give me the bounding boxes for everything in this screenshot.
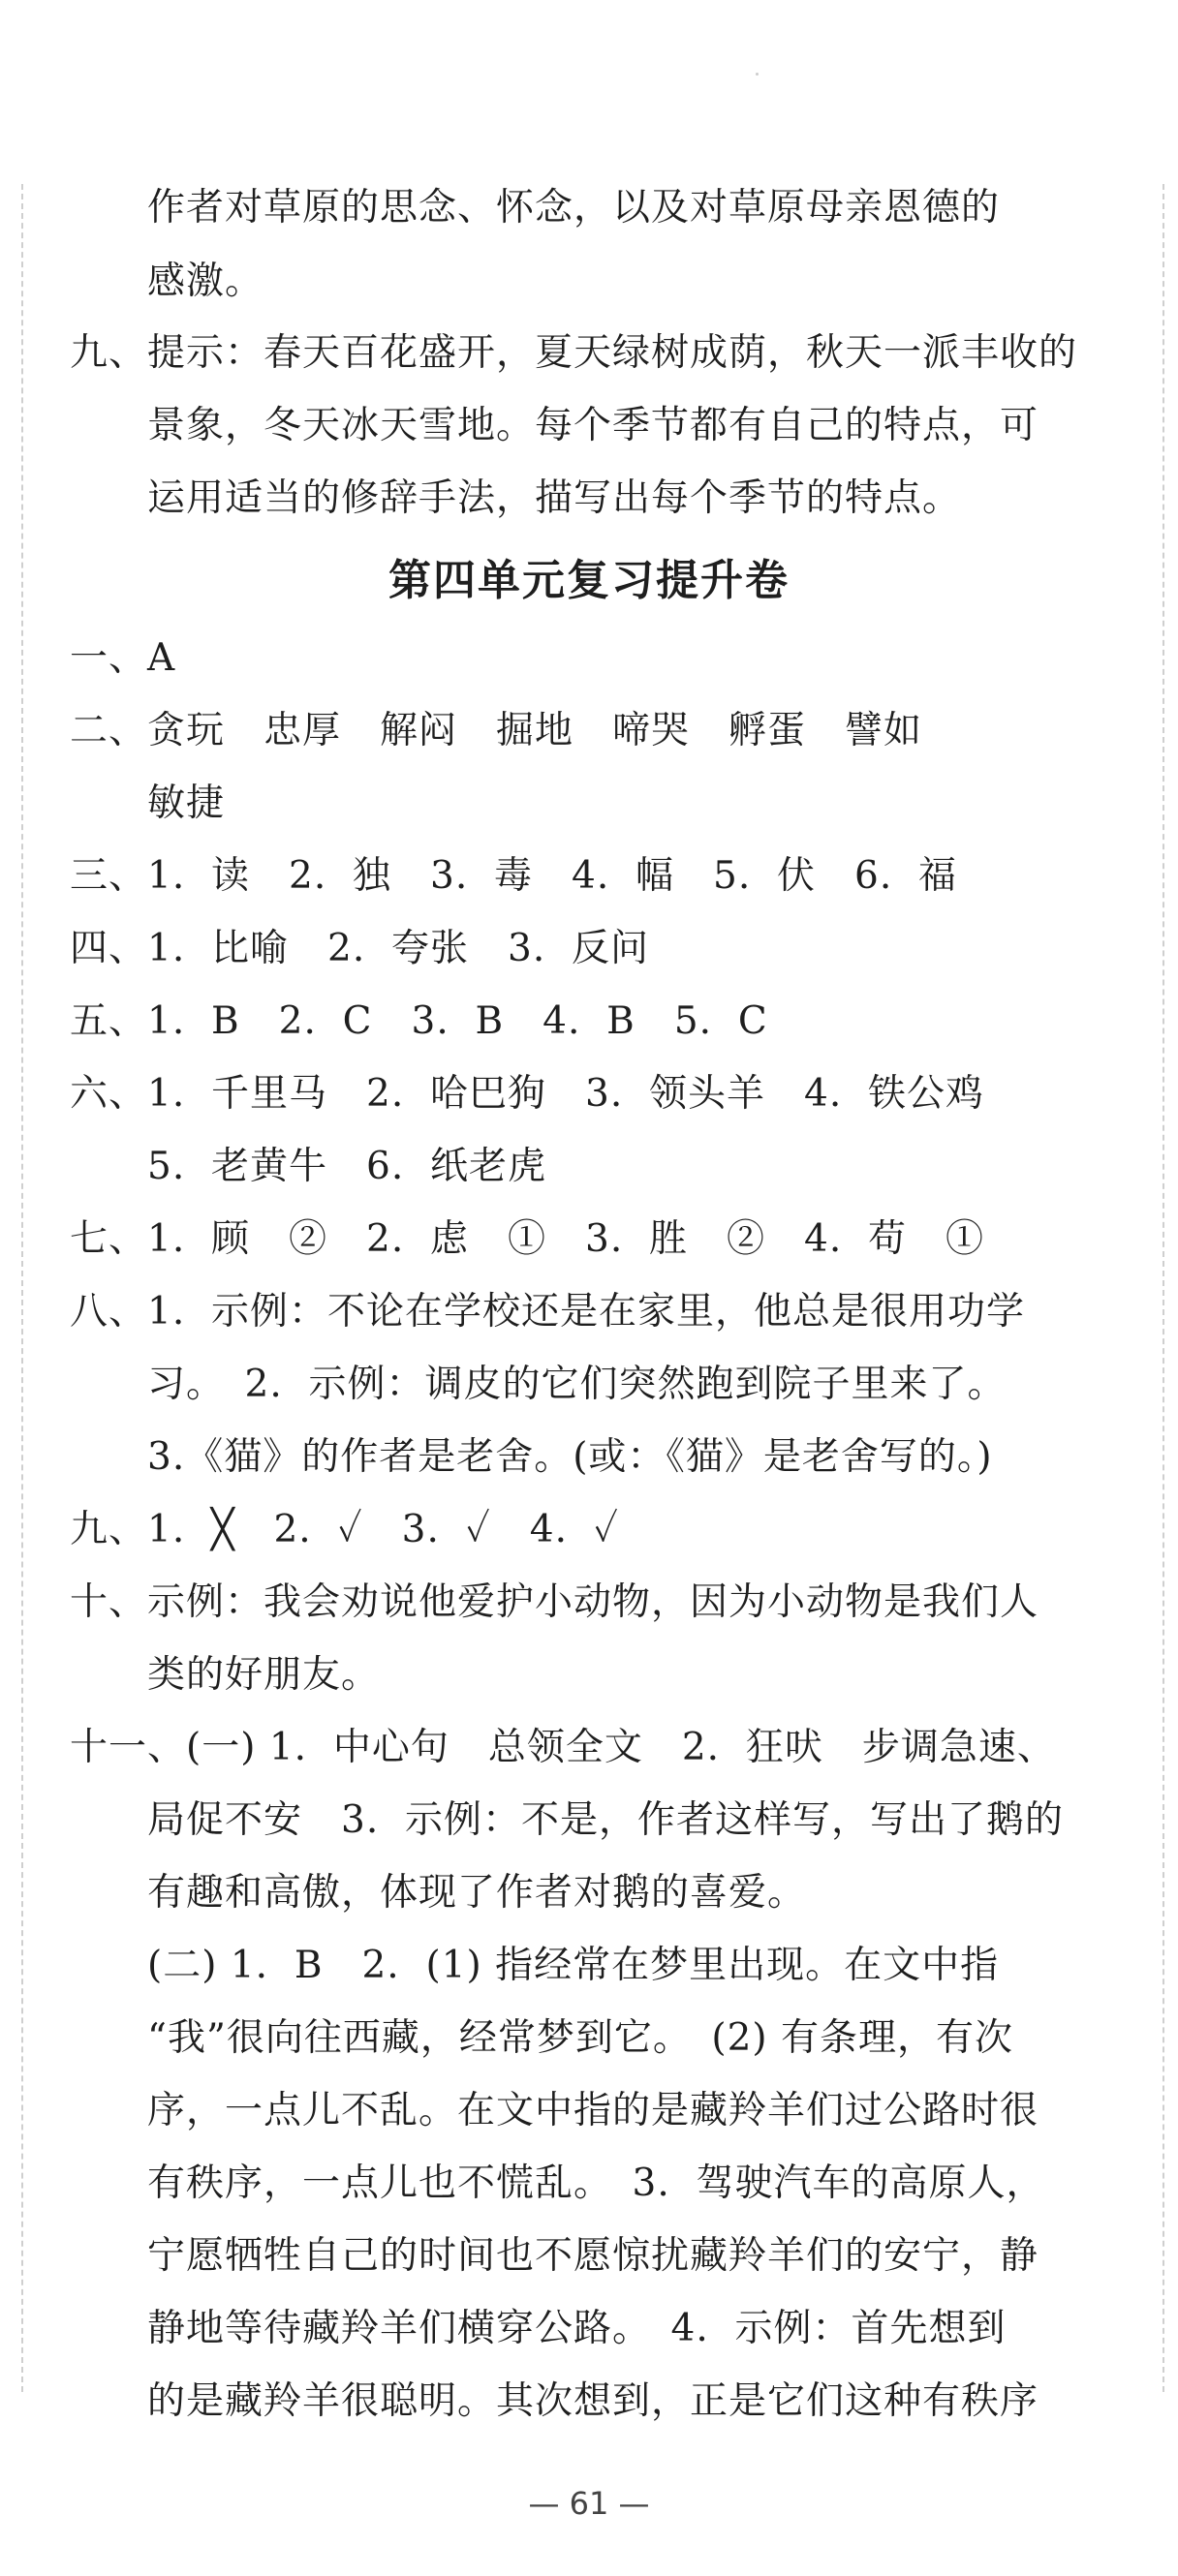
text-line: 十、示例：我会劝说他爱护小动物，因为小动物是我们人 <box>70 1580 1039 1624</box>
text-line: 一、A <box>70 636 176 680</box>
text-line: 八、1. 示例：不论在学校还是在家里，他总是很用功学 <box>70 1290 1026 1334</box>
text-line: 局促不安 3. 示例：不是，作者这样写，写出了鹅的 <box>147 1798 1065 1842</box>
text-line: 静地等待藏羚羊们横穿公路。 4. 示例：首先想到 <box>147 2307 1007 2350</box>
text-line: 二、贪玩 忠厚 解闷 掘地 啼哭 孵蛋 譬如 <box>70 709 923 752</box>
text-line: (二) 1. B 2. (1) 指经常在梦里出现。在文中指 <box>147 1944 1000 1987</box>
text-line: 有秩序，一点儿也不慌乱。 3. 驾驶汽车的高原人， <box>147 2162 1045 2205</box>
text-line: 序，一点儿不乱。在文中指的是藏羚羊们过公路时很 <box>147 2089 1039 2132</box>
page-number: — 61 — <box>528 2485 650 2522</box>
text-line: 六、1. 千里马 2. 哈巴狗 3. 领头羊 4. 铁公鸡 <box>70 1072 985 1116</box>
text-line: “我”很向往西藏，经常梦到它。 (2) 有条理，有次 <box>147 2016 1014 2060</box>
text-line: 运用适当的修辞手法，描写出每个季节的特点。 <box>147 476 962 520</box>
text-line: 习。 2. 示例：调皮的它们突然跑到院子里来了。 <box>147 1363 1007 1406</box>
text-line: 的是藏羚羊很聪明。其次想到，正是它们这种有秩序 <box>147 2379 1039 2423</box>
text-line: 十一、(一) 1. 中心句 总领全文 2. 狂吠 步调急速、 <box>70 1726 1056 1769</box>
left-margin-dashed-line <box>21 184 23 2392</box>
section-title: 第四单元复习提升卷 <box>388 556 790 605</box>
text-line: 3.《猫》的作者是老舍。(或：《猫》是老舍写的。) <box>147 1435 993 1479</box>
text-line: 三、1. 读 2. 独 3. 毒 4. 幅 5. 伏 6. 福 <box>70 854 958 898</box>
text-line: 类的好朋友。 <box>147 1653 381 1697</box>
text-line: 5. 老黄牛 6. 纸老虎 <box>147 1145 547 1188</box>
text-line: 五、1. B 2. C 3. B 4. B 5. C <box>70 999 768 1043</box>
text-line: 七、1. 顾 ② 2. 虑 ① 3. 胜 ② 4. 苟 ① <box>70 1217 985 1261</box>
text-line: 四、1. 比喻 2. 夸张 3. 反问 <box>70 927 650 970</box>
text-line: 作者对草原的思念、怀念，以及对草原母亲恩德的 <box>147 186 1001 230</box>
text-line: 有趣和高傲，体现了作者对鹅的喜爱。 <box>147 1871 807 1915</box>
text-line: 宁愿牺牲自己的时间也不愿惊扰藏羚羊们的安宁，静 <box>147 2234 1039 2278</box>
text-line: 九、提示：春天百花盛开，夏天绿树成荫，秋天一派丰收的 <box>70 331 1078 375</box>
text-line: 感激。 <box>147 260 264 303</box>
text-line: 景象，冬天冰天雪地。每个季节都有自己的特点，可 <box>147 404 1039 447</box>
text-line: 九、1. ╳ 2. ✓ 3. ✓ 4. ✓ <box>70 1508 619 1551</box>
right-margin-dashed-line <box>1162 184 1164 2392</box>
text-line: 敏捷 <box>147 782 226 825</box>
scan-speck <box>756 73 759 76</box>
